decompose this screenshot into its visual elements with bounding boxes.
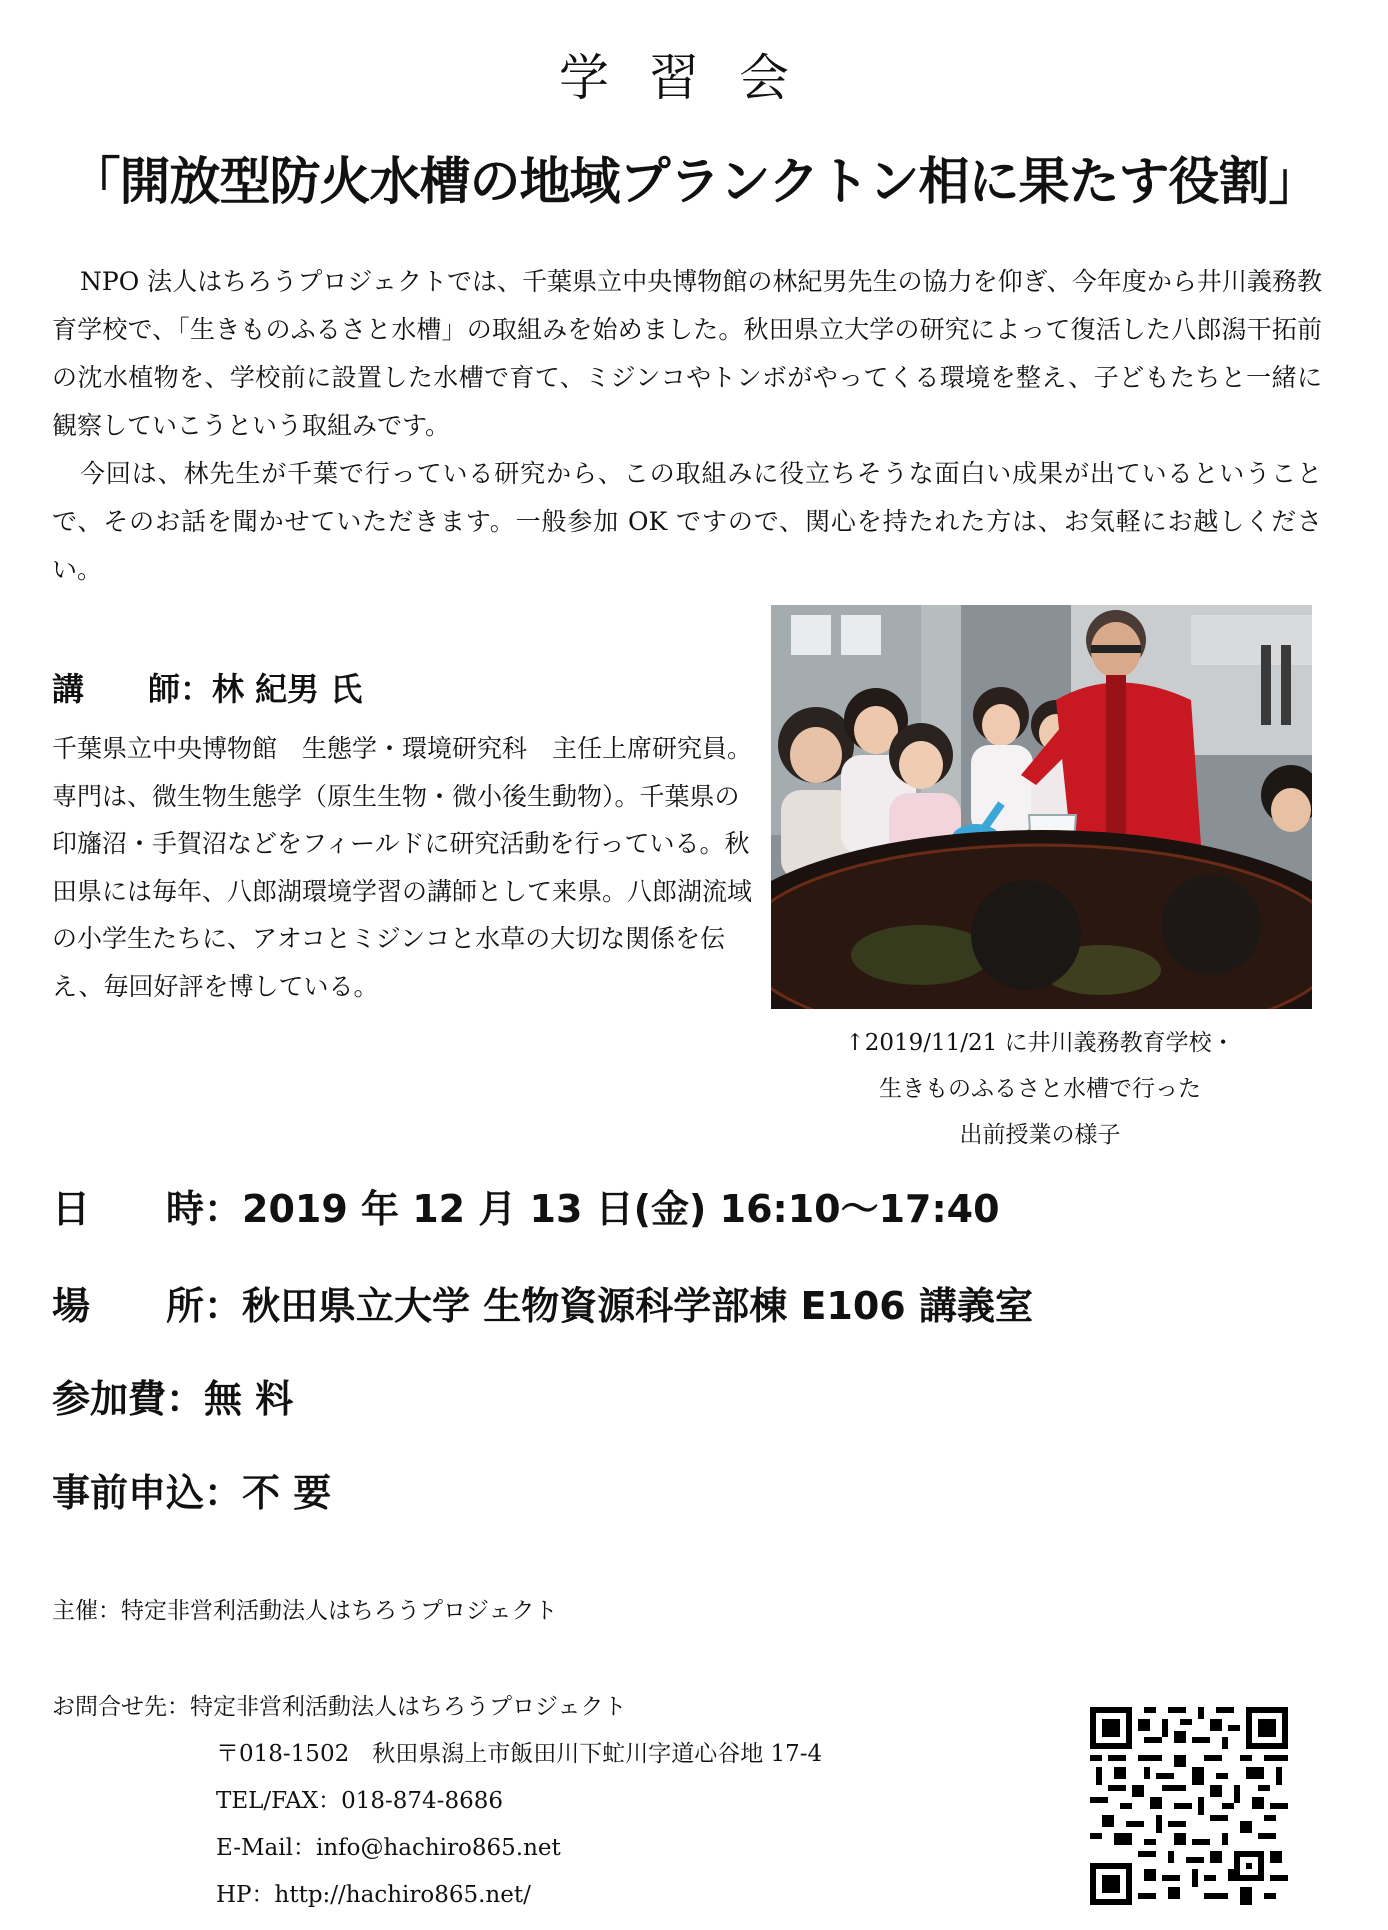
contact-label: お問合せ先：特定非営利活動法人はちろうプロジェクト	[52, 1694, 627, 1720]
organizer: 主催：特定非営利活動法人はちろうプロジェクト	[52, 1598, 558, 1624]
class-photo-illustration	[771, 605, 1312, 1009]
intro-paragraph-2: 今回は、林先生が千葉で行っている研究から、この取組みに役立ちそうな面白い成果が出ているということで、そのお話を聞かせていただきます。一般参加 OK ですので、関心を持たれた方は、お気軽にお越しください。	[52, 459, 1322, 584]
page-title: 学習会	[559, 49, 829, 107]
photo-caption	[760, 1020, 1320, 1158]
intro-text	[52, 258, 1322, 594]
photo-caption-line-1: ↑2019/11/21 に井川義務教育学校・	[845, 1030, 1235, 1056]
event-datetime: 日 時：2019 年 12 月 13 日(金) 16:10〜17:40	[52, 1187, 1000, 1231]
contact-address: 〒018-1502 秋田県潟上市飯田川下虻川字道心谷地 17-4	[216, 1741, 823, 1767]
contact-block	[52, 1684, 822, 1919]
contact-tel: TEL/FAX：018-874-8686	[216, 1788, 503, 1814]
photo-caption-line-2: 生きものふるさと水槽で行った	[879, 1076, 1201, 1102]
class-photo	[771, 605, 1312, 1009]
intro-paragraph-1: NPO 法人はちろうプロジェクトでは、千葉県立中央博物館の林紀男先生の協力を仰ぎ、今年度から井川義務教育学校で、「生きものふるさと水槽」の取組みを始めました。秋田県立大学の研究によって復活した八郎潟干拓前の沈水植物を、学校前に設置した水槽で育て、ミジンコやトンボがやってくる環境を整え、子どもたちと一緒に観察していこうという取組みです。	[52, 267, 1322, 440]
event-venue: 場 所：秋田県立大学 生物資源科学部棟 E106 講義室	[52, 1284, 1033, 1328]
lecturer-heading: 講 師：林 紀男 氏	[52, 670, 363, 708]
qr-code[interactable]	[1090, 1707, 1288, 1905]
event-registration: 事前申込：不 要	[52, 1471, 332, 1515]
photo-caption-line-3: 出前授業の様子	[959, 1122, 1121, 1148]
lecturer-bio: 千葉県立中央博物館 生態学・環境研究科 主任上席研究員。専門は、微生物生態学（原生生物・微小後生動物）。千葉県の印旛沼・手賀沼などをフィールドに研究活動を行っている。秋田県には毎年、八郎湖環境学習の講師として来県。八郎湖流域の小学生たちに、アオコとミジンコと水草の大切な関係を伝え、毎回好評を博している。	[52, 734, 753, 1001]
event-fee: 参加費：無 料	[52, 1377, 294, 1421]
page-subtitle: 「開放型防火水槽の地域プランクトン相に果たす役割」	[69, 153, 1319, 212]
contact-email[interactable]: E-Mail：info@hachiro865.net	[216, 1835, 561, 1861]
contact-homepage[interactable]: HP：http://hachiro865.net/	[216, 1882, 531, 1908]
